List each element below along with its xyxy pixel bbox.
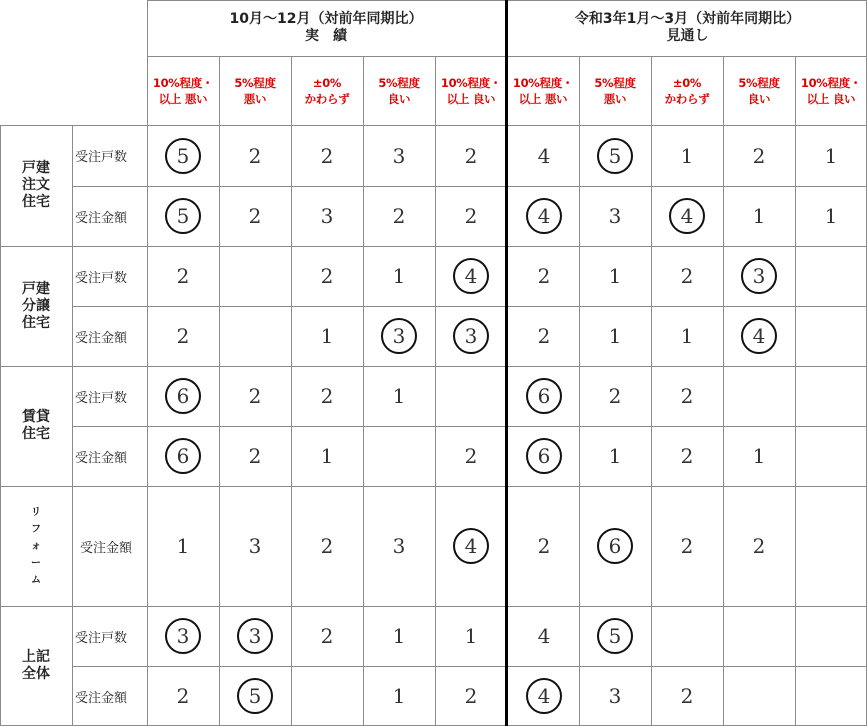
- metric-label: 受注金額: [80, 540, 133, 556]
- value-cell: [723, 666, 795, 726]
- value-number: 1: [392, 384, 406, 408]
- metric-label: 受注戸数: [75, 630, 128, 646]
- circled-value: 3: [381, 318, 417, 354]
- value-cell: [651, 246, 723, 306]
- rating-header-line1: ±0%: [312, 75, 342, 90]
- value-number: 2: [680, 684, 694, 708]
- category-label-line: 住宅: [22, 194, 50, 210]
- value-number: 2: [680, 384, 694, 408]
- value-cell: [651, 366, 723, 426]
- value-number: 2: [248, 444, 262, 468]
- value-cell: [795, 306, 867, 366]
- value-cell: [147, 486, 219, 606]
- metric-label: 受注戸数: [75, 270, 128, 286]
- value-cell: [579, 366, 651, 426]
- metric-label: 受注戸数: [75, 390, 128, 406]
- value-number: 2: [320, 264, 334, 288]
- value-cell: [651, 306, 723, 366]
- metric-label: 受注戸数: [75, 150, 128, 165]
- value-cell: [219, 426, 291, 486]
- value-number: 2: [320, 624, 334, 648]
- rating-header-line1: 5%程度: [738, 75, 780, 90]
- rating-header-line1: 10%程度・: [440, 75, 502, 90]
- rating-header-line2: 悪い: [243, 91, 267, 106]
- value-cell: [723, 366, 795, 426]
- category-label-line: 注文: [22, 177, 50, 193]
- value-cell: [363, 666, 435, 726]
- rating-header: [363, 56, 435, 125]
- value-cell: [147, 186, 219, 246]
- value-number: 1: [320, 444, 334, 468]
- value-number: 2: [464, 684, 478, 708]
- category-label-line: 上記: [22, 649, 50, 665]
- value-number: 2: [537, 534, 551, 558]
- value-number: 1: [680, 324, 694, 348]
- value-cell: [651, 486, 723, 606]
- circled-value: 5: [165, 138, 201, 174]
- category-label-line: 戸建: [22, 160, 50, 176]
- value-cell: [435, 366, 507, 426]
- value-number: 3: [392, 534, 406, 558]
- value-cell: [219, 246, 291, 306]
- value-number: 3: [248, 534, 262, 558]
- value-cell: [147, 246, 219, 306]
- value-cell: [509, 306, 579, 366]
- value-number: 4: [537, 624, 551, 648]
- value-cell: [147, 125, 219, 186]
- rating-header-line2: かわらず: [664, 91, 710, 106]
- value-cell: [651, 186, 723, 246]
- circled-value: 4: [741, 318, 777, 354]
- value-cell: [147, 426, 219, 486]
- value-cell: [723, 306, 795, 366]
- value-cell: [291, 246, 363, 306]
- period-header-line1: 10月～12月（対前年同期比）: [229, 11, 423, 27]
- category-label: [0, 366, 72, 486]
- value-cell: [509, 186, 579, 246]
- value-cell: [579, 426, 651, 486]
- circled-value: 3: [237, 618, 273, 654]
- value-number: 2: [248, 204, 262, 228]
- rating-header: [219, 56, 291, 125]
- category-label-line: 住宅: [22, 426, 50, 442]
- rating-header-line2: 良い: [747, 91, 771, 106]
- metric-label: 受注金額: [75, 330, 128, 346]
- value-number: 1: [320, 324, 334, 348]
- value-cell: [651, 125, 723, 186]
- category-label: [0, 246, 72, 366]
- circled-value: 3: [453, 318, 489, 354]
- value-number: 2: [464, 444, 478, 468]
- rating-header-line1: 5%程度: [594, 75, 636, 90]
- rating-header: [291, 56, 363, 125]
- category-label-line: ー: [31, 557, 41, 569]
- circled-value: 6: [165, 438, 201, 474]
- value-cell: [363, 186, 435, 246]
- value-number: 2: [464, 143, 478, 168]
- value-number: 1: [680, 143, 694, 168]
- rating-header: [507, 56, 579, 125]
- value-number: 4: [537, 143, 551, 168]
- value-cell: [363, 306, 435, 366]
- value-number: 1: [824, 143, 838, 168]
- value-cell: [579, 666, 651, 726]
- value-cell: [723, 606, 795, 666]
- circled-value: 3: [741, 258, 777, 294]
- rating-header-line2: 悪い: [603, 91, 627, 106]
- value-cell: [219, 306, 291, 366]
- category-label-line: 住宅: [22, 314, 50, 331]
- value-number: 1: [392, 264, 406, 288]
- circled-value: 6: [526, 438, 562, 474]
- value-cell: [291, 426, 363, 486]
- rating-header-line2: 以上 良い: [446, 91, 496, 106]
- value-cell: [723, 426, 795, 486]
- value-cell: [795, 486, 867, 606]
- category-label-line: リ: [31, 506, 41, 518]
- value-cell: [795, 666, 867, 726]
- value-number: 1: [176, 534, 190, 558]
- value-number: 2: [176, 684, 190, 708]
- value-number: 1: [752, 444, 766, 468]
- value-cell: [579, 306, 651, 366]
- value-number: 2: [320, 384, 334, 408]
- value-cell: [509, 426, 579, 486]
- value-cell: [579, 186, 651, 246]
- value-number: 2: [320, 534, 334, 558]
- rating-header: [147, 56, 219, 125]
- rating-header-line1: ±0%: [672, 75, 702, 90]
- circled-value: 4: [526, 198, 562, 234]
- value-cell: [509, 125, 579, 186]
- circled-value: 4: [453, 258, 489, 294]
- value-cell: [291, 666, 363, 726]
- value-cell: [579, 246, 651, 306]
- value-number: 2: [176, 324, 190, 348]
- value-cell: [651, 666, 723, 726]
- value-cell: [291, 486, 363, 606]
- rating-header: [795, 56, 867, 125]
- value-cell: [435, 426, 507, 486]
- value-cell: [723, 125, 795, 186]
- value-cell: [435, 125, 507, 186]
- category-label: [0, 486, 72, 606]
- circled-value: 5: [237, 678, 273, 714]
- category-label: [0, 606, 72, 726]
- value-number: 1: [752, 204, 766, 228]
- period-header-line2: 実 績: [305, 28, 347, 44]
- value-number: 1: [392, 684, 406, 708]
- rating-header-line1: 10%程度・: [800, 75, 862, 90]
- rating-header-line2: かわらず: [304, 91, 350, 106]
- value-cell: [435, 486, 507, 606]
- value-cell: [147, 366, 219, 426]
- value-number: 2: [176, 264, 190, 288]
- value-cell: [795, 606, 867, 666]
- value-cell: [363, 125, 435, 186]
- value-cell: [219, 666, 291, 726]
- value-number: 1: [608, 324, 622, 348]
- value-cell: [219, 486, 291, 606]
- value-cell: [795, 246, 867, 306]
- value-number: 1: [824, 204, 838, 228]
- value-cell: [219, 186, 291, 246]
- value-cell: [795, 366, 867, 426]
- value-number: 2: [248, 143, 262, 168]
- category-label: [0, 125, 72, 246]
- circled-value: 5: [597, 138, 633, 174]
- category-label-line: フ: [31, 523, 41, 535]
- value-cell: [291, 366, 363, 426]
- value-cell: [651, 426, 723, 486]
- value-number: 1: [392, 624, 406, 648]
- rating-header-line2: 以上 悪い: [518, 91, 568, 106]
- value-cell: [579, 486, 651, 606]
- category-label-line: ム: [31, 574, 41, 586]
- value-cell: [795, 186, 867, 246]
- circled-value: 5: [597, 618, 633, 654]
- value-number: 2: [320, 143, 334, 168]
- rating-header: [579, 56, 651, 125]
- period-header-line1: 令和3年1月～3月（対前年同期比）: [574, 11, 801, 27]
- value-number: 2: [752, 534, 766, 558]
- circled-value: 4: [669, 198, 705, 234]
- rating-header: [723, 56, 795, 125]
- metric-label: 受注金額: [75, 450, 128, 466]
- category-label-line: 戸建: [22, 280, 50, 297]
- value-number: 2: [537, 264, 551, 288]
- rating-header-line1: 10%程度・: [152, 75, 214, 90]
- value-cell: [291, 186, 363, 246]
- value-cell: [147, 666, 219, 726]
- value-cell: [435, 666, 507, 726]
- circled-value: 4: [526, 678, 562, 714]
- value-cell: [509, 606, 579, 666]
- value-cell: [509, 486, 579, 606]
- period-header-period2: [508, 0, 867, 56]
- circled-value: 5: [165, 198, 201, 234]
- value-cell: [509, 666, 579, 726]
- circled-value: 6: [526, 378, 562, 414]
- value-cell: [147, 306, 219, 366]
- circled-value: 3: [165, 618, 201, 654]
- value-number: 1: [464, 624, 478, 648]
- value-number: 3: [392, 143, 406, 168]
- value-cell: [219, 125, 291, 186]
- value-number: 2: [248, 384, 262, 408]
- value-cell: [219, 606, 291, 666]
- value-number: 2: [752, 143, 766, 168]
- value-cell: [219, 366, 291, 426]
- value-cell: [723, 246, 795, 306]
- circled-value: 6: [597, 528, 633, 564]
- value-cell: [579, 125, 651, 186]
- rating-header-line2: 良い: [387, 91, 411, 106]
- value-cell: [291, 125, 363, 186]
- rating-header-line1: 5%程度: [234, 75, 276, 90]
- value-number: 3: [608, 684, 622, 708]
- rating-header-line1: 5%程度: [378, 75, 420, 90]
- rating-header-line2: 以上 悪い: [158, 91, 208, 106]
- value-cell: [363, 366, 435, 426]
- rating-header-line2: 以上 良い: [806, 91, 856, 106]
- value-cell: [147, 606, 219, 666]
- value-number: 3: [608, 204, 622, 228]
- value-number: 1: [608, 264, 622, 288]
- value-number: 2: [392, 204, 406, 228]
- value-cell: [291, 606, 363, 666]
- category-label-line: 全体: [22, 666, 50, 682]
- value-cell: [579, 606, 651, 666]
- value-number: 2: [608, 384, 622, 408]
- category-label-line: ォ: [31, 540, 41, 552]
- circled-value: 4: [453, 528, 489, 564]
- value-number: 2: [680, 534, 694, 558]
- value-cell: [435, 306, 507, 366]
- period-header-period1: [147, 0, 505, 56]
- value-cell: [435, 246, 507, 306]
- value-cell: [363, 606, 435, 666]
- metric-label: 受注金額: [75, 210, 128, 226]
- category-label-line: 分譲: [22, 297, 50, 314]
- value-number: 1: [608, 444, 622, 468]
- value-cell: [435, 606, 507, 666]
- value-cell: [723, 186, 795, 246]
- value-cell: [651, 606, 723, 666]
- rating-header: [651, 56, 723, 125]
- value-cell: [435, 186, 507, 246]
- metric-label: 受注金額: [75, 690, 128, 706]
- value-cell: [795, 125, 867, 186]
- rating-header-line1: 10%程度・: [512, 75, 574, 90]
- value-number: 2: [680, 444, 694, 468]
- value-cell: [363, 426, 435, 486]
- value-cell: [509, 366, 579, 426]
- period-header-line2: 見通し: [666, 28, 709, 44]
- circled-value: 6: [165, 378, 201, 414]
- value-cell: [363, 486, 435, 606]
- value-number: 3: [320, 204, 334, 228]
- value-cell: [723, 486, 795, 606]
- value-cell: [795, 426, 867, 486]
- value-cell: [363, 246, 435, 306]
- rating-header: [435, 56, 507, 125]
- value-number: 2: [680, 264, 694, 288]
- value-number: 2: [464, 204, 478, 228]
- category-label-line: 賃貸: [22, 409, 50, 425]
- value-number: 2: [537, 324, 551, 348]
- value-cell: [291, 306, 363, 366]
- value-cell: [509, 246, 579, 306]
